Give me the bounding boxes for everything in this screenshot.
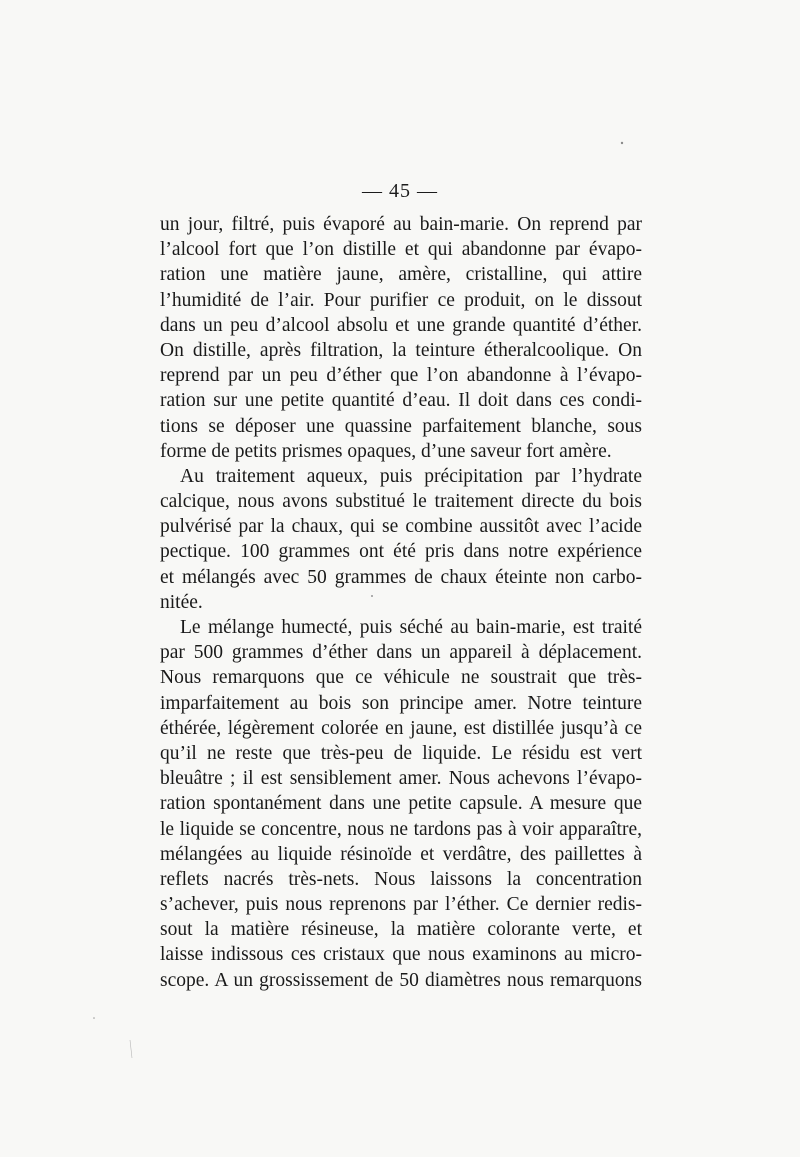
- paragraph-2: [160, 464, 642, 615]
- text-line: tions se déposer une quassine parfaitement blanche, sous: [160, 415, 642, 437]
- text-line: éthérée, légèrement colorée en jaune, est distillée jusqu’à ce: [160, 717, 642, 739]
- text-line: s’achever, puis nous reprenons par l’éther. Ce dernier redis-: [160, 894, 642, 916]
- text-line: nitée.: [160, 591, 203, 613]
- text-line: l’alcool fort que l’on distille et qui abandonne par évapo-: [160, 239, 642, 261]
- text-line: dans un peu d’alcool absolu et une grande quantité d’éther.: [160, 314, 642, 336]
- text-line: mélangées au liquide résinoïde et verdâtre, des paillettes à: [160, 843, 642, 865]
- text-line: pectique. 100 grammes ont été pris dans notre expérience: [160, 541, 642, 563]
- page-number: — 45 —: [362, 180, 438, 202]
- text-line: On distille, après filtration, la teinture étheralcoolique. On: [160, 339, 642, 361]
- text-line: par 500 grammes d’éther dans un appareil à déplacement.: [160, 642, 642, 664]
- body-text: [160, 212, 642, 993]
- text-line: forme de petits prismes opaques, d’une saveur fort amère.: [160, 440, 612, 462]
- text-line: imparfaitement au bois son principe amer. Notre teinture: [160, 692, 642, 714]
- text-line: Le mélange humecté, puis séché au bain-marie, est traité: [180, 617, 642, 638]
- text-line: calcique, nous avons substitué le traitement directe du bois: [160, 491, 642, 513]
- text-line: laisse indissous ces cristaux que nous examinons au micro-: [160, 944, 642, 966]
- text-line: Nous remarquons que ce véhicule ne soustrait que très-: [160, 667, 642, 689]
- text-line: l’humidité de l’air. Pour purifier ce produit, on le dissout: [160, 289, 642, 311]
- text-line: sout la matière résineuse, la matière colorante verte, et: [160, 919, 642, 941]
- text-line: et mélangés avec 50 grammes de chaux éteinte non carbo-: [160, 566, 642, 588]
- text-line: le liquide se concentre, nous ne tardons pas à voir apparaître,: [160, 818, 642, 840]
- text-line: qu’il ne reste que très-peu de liquide. Le résidu est vert: [160, 742, 642, 764]
- paragraph-3: [160, 615, 642, 993]
- text-line: Au traitement aqueux, puis précipitation par l’hydrate: [180, 465, 642, 487]
- text-line: ration une matière jaune, amère, cristalline, qui attire: [160, 264, 642, 286]
- text-line: reflets nacrés très-nets. Nous laissons la concentration: [160, 868, 642, 890]
- text-line: ration sur une petite quantité d’eau. Il doit dans ces condi-: [160, 390, 642, 412]
- text-line: ration spontanément dans une petite capsule. A mesure que: [160, 793, 642, 815]
- text-line: un jour, filtré, puis évaporé au bain-marie. On reprend par: [160, 214, 642, 235]
- text-line: scope. A un grossissement de 50 diamètres nous remarquons: [160, 969, 642, 991]
- text-line: pulvérisé par la chaux, qui se combine aussitôt avec l’acide: [160, 516, 642, 538]
- text-line: bleuâtre ; il est sensiblement amer. Nous achevons l’évapo-: [160, 768, 642, 790]
- text-line: reprend par un peu d’éther que l’on abandonne à l’évapo-: [160, 365, 642, 387]
- paragraph-1: [160, 212, 642, 464]
